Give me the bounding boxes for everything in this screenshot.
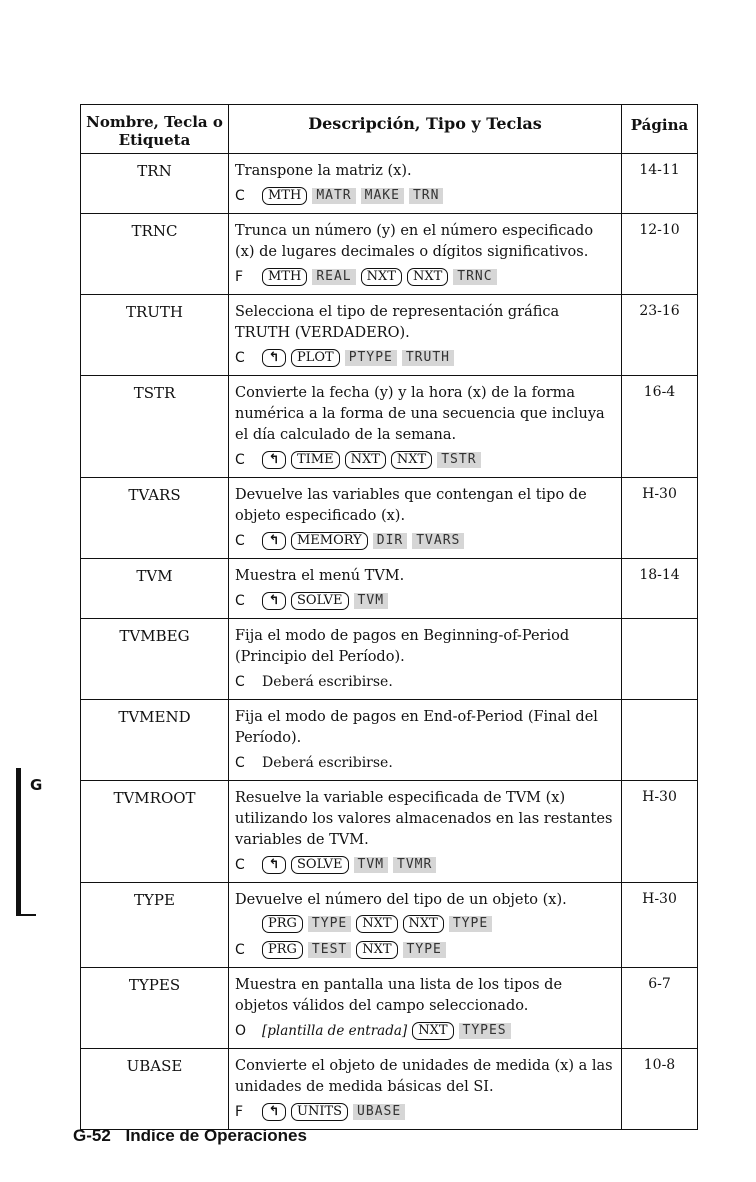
operation-name: TYPES	[81, 968, 229, 1048]
operation-type: C	[235, 857, 245, 873]
menu-label: DIR	[373, 533, 407, 549]
operation-description-cell	[229, 619, 622, 699]
menu-label: MATR	[312, 188, 355, 204]
keycap: PRG	[262, 941, 303, 959]
keycap: NXT	[356, 941, 397, 959]
keycap: MTH	[262, 268, 307, 286]
keycap: UNITS	[291, 1103, 348, 1121]
menu-label: TVM	[354, 857, 388, 873]
footer-title: Indice de Operaciones	[125, 1126, 307, 1145]
operation-name: TVARS	[81, 478, 229, 558]
operation-page: H-30	[642, 891, 677, 907]
keycap: NXT	[412, 1022, 453, 1040]
keycap: NXT	[356, 915, 397, 933]
operation-type: O	[235, 1023, 247, 1039]
key-sequence	[235, 531, 615, 558]
menu-label: TYPE	[449, 916, 492, 932]
left-shift-key-icon: ↰	[262, 451, 286, 469]
table-row	[81, 478, 697, 559]
operation-name: TRUTH	[81, 295, 229, 375]
operation-description: Devuelve el número del tipo de un objeto (x).	[235, 892, 567, 908]
key-sequence	[235, 940, 615, 967]
operation-description: Fija el modo de pagos en End-of-Period (Final del Período).	[235, 709, 598, 746]
operation-page: 14-11	[639, 162, 680, 178]
operation-description-cell	[229, 1049, 622, 1129]
side-tab-tick	[16, 914, 36, 916]
table-body	[81, 154, 697, 1129]
menu-label: TRNC	[453, 269, 496, 285]
operation-type: C	[235, 942, 245, 958]
key-sequence	[235, 1021, 615, 1048]
keycap: NXT	[391, 451, 432, 469]
left-shift-key-icon: ↰	[262, 856, 286, 874]
key-sequence	[235, 672, 615, 699]
operation-type: C	[235, 350, 245, 366]
key-sequence	[235, 753, 615, 780]
note-text: Deberá escribirse.	[262, 674, 393, 690]
keycap: PRG	[262, 915, 303, 933]
operation-description-cell	[229, 478, 622, 558]
page-footer	[73, 1126, 307, 1146]
operation-description-cell	[229, 968, 622, 1048]
operation-description-cell	[229, 781, 622, 882]
operation-description-cell	[229, 700, 622, 780]
keycap: NXT	[345, 451, 386, 469]
operation-description: Trunca un número (y) en el número especificado (x) de lugares decimales o dígitos significativos.	[235, 223, 594, 260]
left-shift-key-icon: ↰	[262, 1103, 286, 1121]
table-row	[81, 559, 697, 619]
menu-label: TVM	[354, 593, 388, 609]
key-sequence	[235, 1102, 615, 1129]
operation-description: Convierte el objeto de unidades de medida (x) a las unidades de medida básicas del SI.	[235, 1058, 613, 1095]
key-sequence	[235, 267, 615, 294]
table-header	[81, 105, 697, 154]
keycap: SOLVE	[291, 592, 349, 610]
operation-description: Muestra el menú TVM.	[235, 568, 405, 584]
operation-description-cell	[229, 559, 622, 618]
menu-label: TEST	[308, 942, 351, 958]
operation-description-cell	[229, 214, 622, 294]
table-row	[81, 781, 697, 883]
table-row	[81, 295, 697, 376]
key-sequence	[235, 855, 615, 882]
table-row	[81, 883, 697, 968]
table-row	[81, 154, 697, 214]
header-page: Página	[630, 116, 689, 134]
keycap: MTH	[262, 187, 307, 205]
operation-name: TVMEND	[81, 700, 229, 780]
table-row	[81, 700, 697, 781]
operation-type: F	[235, 269, 244, 285]
operation-page: 10-8	[643, 1057, 676, 1073]
menu-label: TYPES	[459, 1023, 511, 1039]
operation-description-cell	[229, 376, 622, 477]
operation-name: TSTR	[81, 376, 229, 477]
table-row	[81, 376, 697, 478]
operation-type: C	[235, 452, 245, 468]
key-sequence	[235, 591, 615, 618]
operation-name: UBASE	[81, 1049, 229, 1129]
operation-name: TYPE	[81, 883, 229, 967]
operation-type: F	[235, 1104, 244, 1120]
menu-label: REAL	[312, 269, 355, 285]
table-row	[81, 214, 697, 295]
keycap: MEMORY	[291, 532, 368, 550]
menu-label: MAKE	[361, 188, 404, 204]
table-row	[81, 1049, 697, 1129]
header-description: Descripción, Tipo y Teclas	[229, 105, 622, 153]
operation-type: C	[235, 188, 245, 204]
operation-page	[622, 619, 697, 699]
operation-page: 18-14	[639, 567, 680, 583]
context-text: [plantilla de entrada]	[262, 1023, 408, 1039]
operation-type: C	[235, 755, 245, 771]
side-tab-letter: G	[30, 776, 43, 794]
operation-page: H-30	[642, 789, 677, 805]
keycap: SOLVE	[291, 856, 349, 874]
side-tab-bar	[16, 768, 21, 916]
operation-description: Selecciona el tipo de representación gráfica TRUTH (VERDADERO).	[235, 304, 560, 341]
footer-page-number: G-52	[73, 1126, 111, 1145]
operation-name: TRNC	[81, 214, 229, 294]
operation-page: 23-16	[639, 303, 680, 319]
operation-page: 12-10	[639, 222, 680, 238]
operation-name: TRN	[81, 154, 229, 213]
operation-description: Muestra en pantalla una lista de los tipos de objetos válidos del campo seleccionado.	[235, 977, 563, 1014]
operation-description: Fija el modo de pagos en Beginning-of-Period (Principio del Período).	[235, 628, 570, 665]
key-sequence	[235, 348, 615, 375]
operations-table	[80, 104, 698, 1130]
keycap: TIME	[291, 451, 340, 469]
operation-description-cell	[229, 154, 622, 213]
left-shift-key-icon: ↰	[262, 349, 286, 367]
operation-description: Transpone la matriz (x).	[235, 163, 412, 179]
menu-label: TVARS	[412, 533, 464, 549]
menu-label: TYPE	[403, 942, 446, 958]
keycap: NXT	[403, 915, 444, 933]
operation-page: 16-4	[643, 384, 676, 400]
operation-page: 6-7	[648, 976, 671, 992]
keycap: PLOT	[291, 349, 340, 367]
operation-name: TVMROOT	[81, 781, 229, 882]
operation-type: C	[235, 674, 245, 690]
menu-label: UBASE	[353, 1104, 405, 1120]
left-shift-key-icon: ↰	[262, 592, 286, 610]
header-name: Nombre, Tecla o Etiqueta	[81, 105, 229, 153]
operation-description: Convierte la fecha (y) y la hora (x) de la forma numérica a la forma de una secuencia que incluya el día calculado de la semana.	[235, 385, 605, 443]
operation-description-cell	[229, 295, 622, 375]
operation-page: H-30	[642, 486, 677, 502]
menu-label: TSTR	[437, 452, 480, 468]
operation-page	[622, 700, 697, 780]
operation-type: C	[235, 533, 245, 549]
operation-description: Resuelve la variable especificada de TVM (x) utilizando los valores almacenados en las restantes variables de TVM.	[235, 790, 613, 848]
left-shift-key-icon: ↰	[262, 532, 286, 550]
key-sequence	[235, 450, 615, 477]
operation-name: TVM	[81, 559, 229, 618]
menu-label: TRN	[409, 188, 443, 204]
menu-label: TVMR	[393, 857, 436, 873]
keycap: NXT	[361, 268, 402, 286]
menu-label: TRUTH	[402, 350, 454, 366]
menu-label: PTYPE	[345, 350, 397, 366]
operation-name: TVMBEG	[81, 619, 229, 699]
operation-description-cell	[229, 883, 622, 967]
table-row	[81, 619, 697, 700]
key-sequence	[235, 915, 615, 940]
note-text: Deberá escribirse.	[262, 755, 393, 771]
menu-label: TYPE	[308, 916, 351, 932]
operation-description: Devuelve las variables que contengan el tipo de objeto especificado (x).	[235, 487, 587, 524]
table-row	[81, 968, 697, 1049]
operation-type: C	[235, 593, 245, 609]
keycap: NXT	[407, 268, 448, 286]
key-sequence	[235, 186, 615, 213]
